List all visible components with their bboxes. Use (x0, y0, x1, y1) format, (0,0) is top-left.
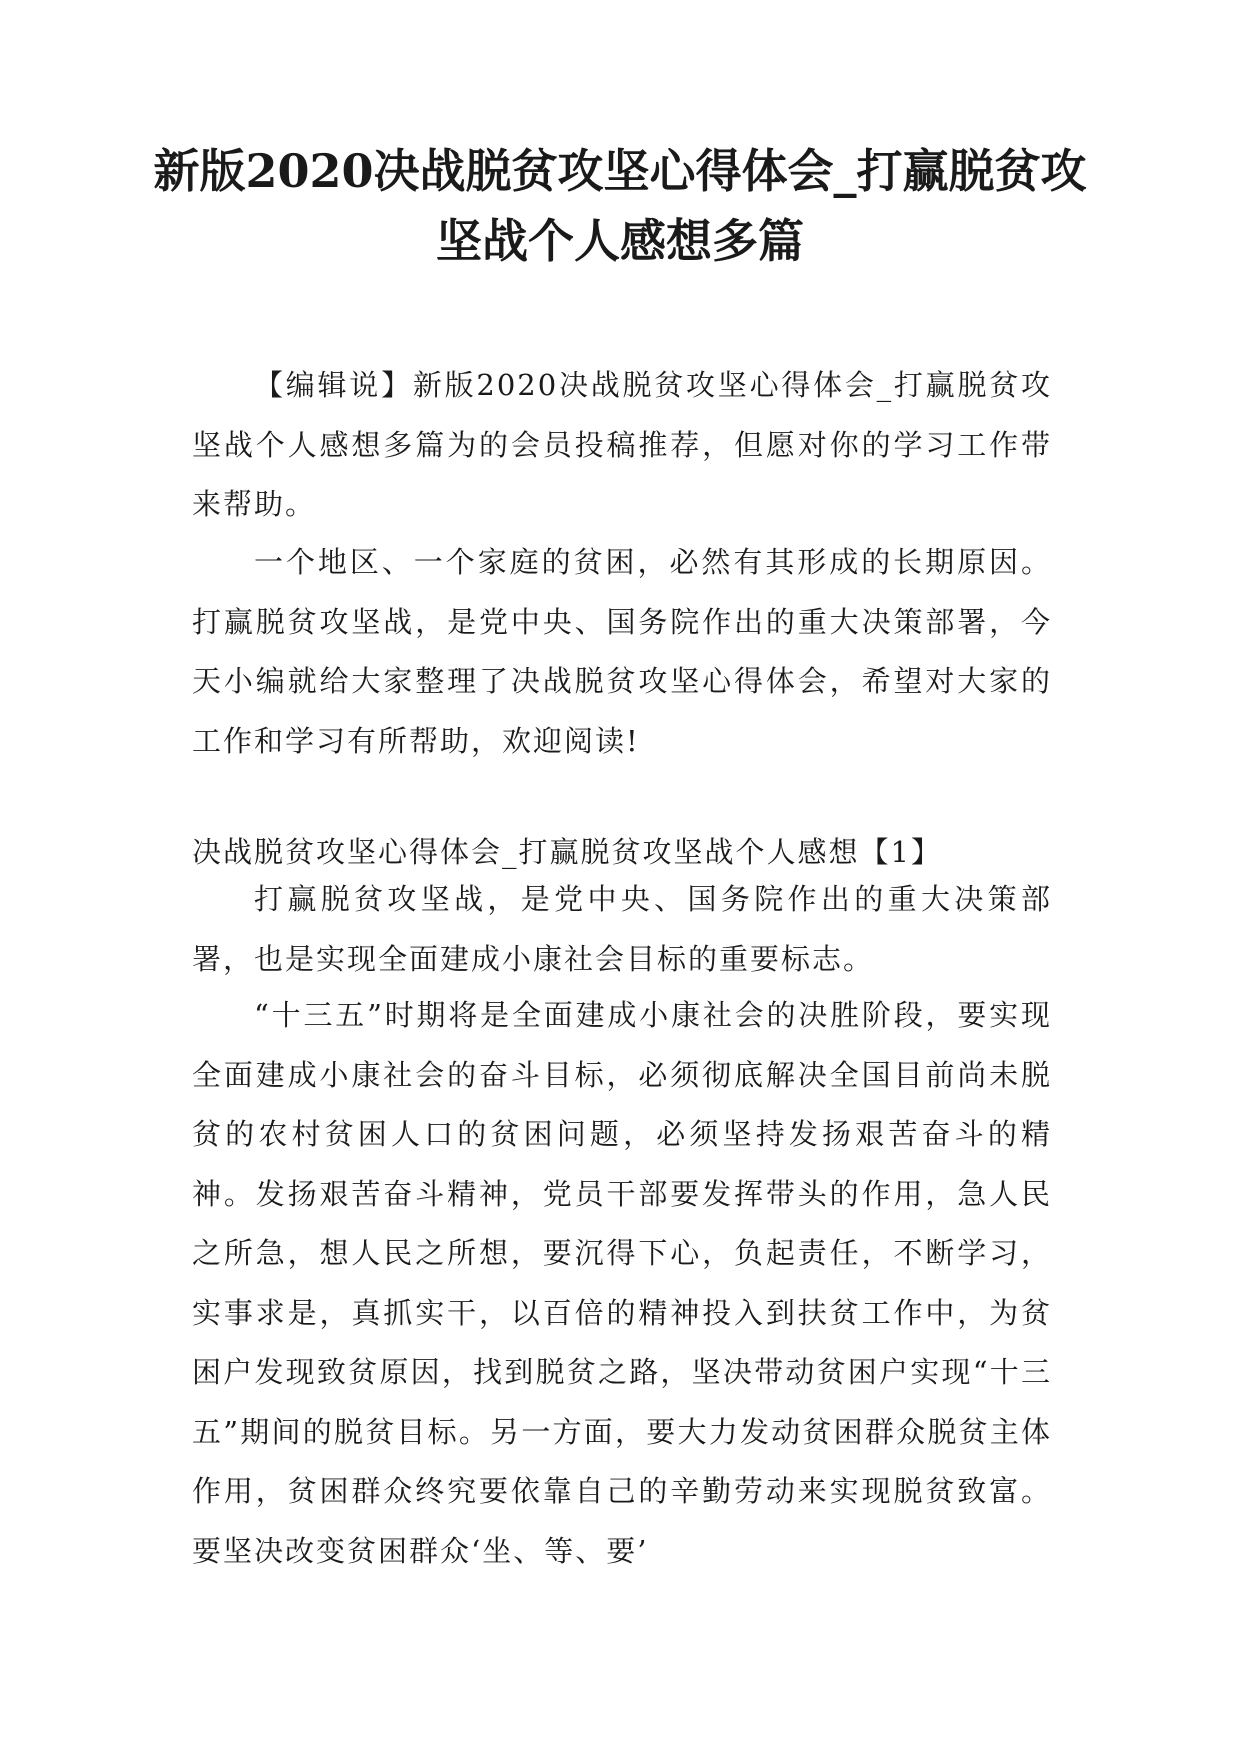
section-heading: 决战脱贫攻坚心得体会_打赢脱贫攻坚战个人感想【1】 (192, 835, 942, 869)
section-paragraph-1: 打赢脱贫攻坚战，是党中央、国务院作出的重大决策部署，也是实现全面建成小康社会目标的重要标志。 (192, 882, 1052, 976)
intro-paragraph: 一个地区、一个家庭的贫困，必然有其形成的长期原因。打赢脱贫攻坚战，是党中央、国务院作出的重大决策部署，今天小编就给大家整理了决战脱贫攻坚心得体会，希望对大家的工作和学习有所帮助，欢迎阅读! (192, 545, 1052, 758)
document-title: 新版2020决战脱贫攻坚心得体会_打赢脱贫攻坚战个人感想多篇 (153, 144, 1087, 268)
editor-note-paragraph: 【编辑说】新版2020决战脱贫攻坚心得体会_打赢脱贫攻坚战个人感想多篇为的会员投稿推荐，但愿对你的学习工作带来帮助。 (192, 368, 1052, 521)
section-paragraph-2: “十三五”时期将是全面建成小康社会的决胜阶段，要实现全面建成小康社会的奋斗目标，必须彻底解决全国目前尚未脱贫的农村贫困人口的贫困问题，必须坚持发扬艰苦奋斗的精神。发扬艰苦奋斗精神，党员干部要发挥带头的作用，急人民之所急，想人民之所想，要沉得下心，负起责任，不断学习，实事求是，真抓实干，以百倍的精神投入到扶贫工作中，为贫困户发现致贫原因，找到脱贫之路，坚决带动贫困户实现“十三五”期间的脱贫目标。另一方面，要大力发动贫困群众脱贫主体作用，贫困群众终究要依靠自己的辛勤劳动来实现脱贫致富。要坚决改变贫困群众‘坐、等、要’ (192, 998, 1052, 1568)
